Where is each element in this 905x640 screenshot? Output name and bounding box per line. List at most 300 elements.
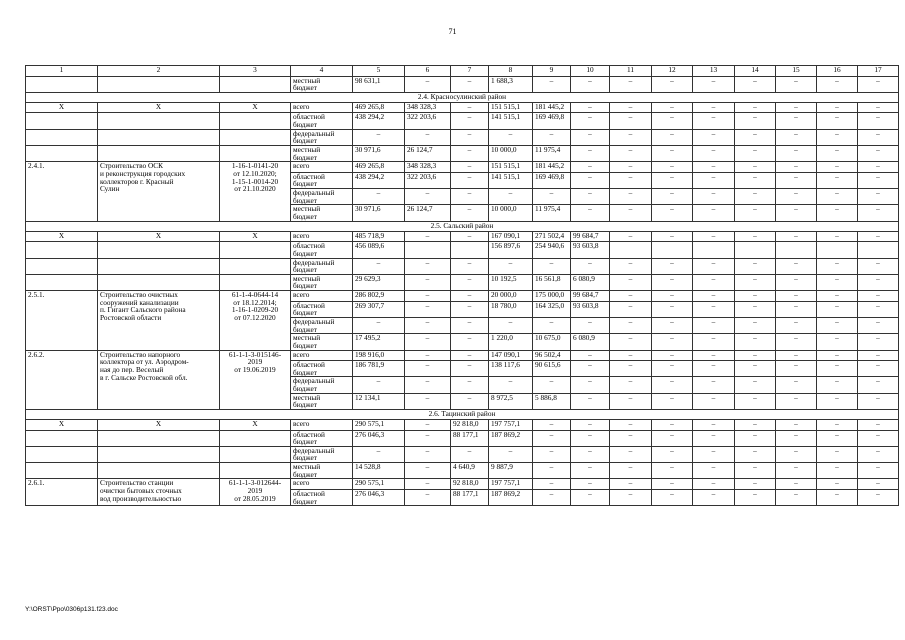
- value-cell: –: [858, 172, 899, 188]
- value-cell: –: [489, 446, 533, 462]
- value-cell: –: [405, 291, 451, 302]
- value-cell: –: [451, 377, 489, 393]
- value-cell: –: [858, 205, 899, 221]
- funding-source: всего: [291, 102, 353, 113]
- value-cell: [405, 242, 451, 258]
- value-cell: –: [652, 430, 693, 446]
- column-number: 4: [291, 66, 353, 77]
- value-cell: –: [735, 76, 776, 92]
- table-row: [26, 479, 899, 490]
- value-cell: –: [858, 76, 899, 92]
- value-cell: 469 265,8: [353, 162, 405, 173]
- value-cell: 197 757,1: [489, 479, 533, 490]
- value-cell: 88 177,1: [451, 489, 489, 505]
- value-cell: –: [652, 377, 693, 393]
- value-cell: 141 515,1: [489, 172, 533, 188]
- value-cell: –: [776, 420, 817, 431]
- item-number: [26, 242, 98, 258]
- funding-source: областной бюджет: [291, 361, 353, 377]
- value-cell: –: [817, 162, 858, 173]
- value-cell: 290 575,1: [353, 420, 405, 431]
- value-cell: –: [533, 317, 571, 333]
- item-name: [98, 463, 220, 479]
- funding-source: всего: [291, 291, 353, 302]
- value-cell: –: [571, 129, 610, 145]
- value-cell: [735, 242, 776, 258]
- value-cell: 12 134,1: [353, 393, 405, 409]
- value-cell: 276 046,3: [353, 489, 405, 505]
- value-cell: –: [776, 446, 817, 462]
- value-cell: –: [693, 258, 735, 274]
- value-cell: –: [610, 377, 652, 393]
- value-cell: –: [533, 479, 571, 490]
- funding-source: всего: [291, 350, 353, 361]
- value-cell: –: [533, 189, 571, 205]
- value-cell: –: [858, 129, 899, 145]
- value-cell: –: [405, 350, 451, 361]
- funding-source: областной бюджет: [291, 242, 353, 258]
- value-cell: –: [817, 172, 858, 188]
- column-number: 6: [405, 66, 451, 77]
- item-number: Х: [26, 102, 98, 113]
- value-cell: –: [817, 231, 858, 242]
- value-cell: –: [405, 446, 451, 462]
- value-cell: –: [451, 350, 489, 361]
- document-number: 61-1-4-0644-14 от 18.12.2014; 1-16-1-0209-20 от 07.12.2020: [220, 291, 291, 350]
- value-cell: –: [533, 430, 571, 446]
- value-cell: –: [610, 258, 652, 274]
- value-cell: –: [451, 102, 489, 113]
- value-cell: –: [652, 172, 693, 188]
- item-number: Х: [26, 231, 98, 242]
- value-cell: –: [451, 258, 489, 274]
- value-cell: 6 080,9: [571, 334, 610, 350]
- value-cell: 1 688,3: [489, 76, 533, 92]
- value-cell: 438 294,2: [353, 172, 405, 188]
- item-number: [26, 446, 98, 462]
- value-cell: –: [405, 231, 451, 242]
- funding-source: местный бюджет: [291, 145, 353, 161]
- value-cell: –: [735, 301, 776, 317]
- value-cell: –: [735, 172, 776, 188]
- value-cell: –: [571, 377, 610, 393]
- item-name: [98, 113, 220, 129]
- value-cell: –: [817, 205, 858, 221]
- value-cell: –: [693, 393, 735, 409]
- table-row: [26, 129, 899, 145]
- value-cell: –: [652, 205, 693, 221]
- document-number: Х: [220, 102, 291, 113]
- value-cell: –: [571, 102, 610, 113]
- value-cell: –: [610, 113, 652, 129]
- value-cell: –: [571, 162, 610, 173]
- value-cell: –: [693, 479, 735, 490]
- value-cell: –: [693, 113, 735, 129]
- value-cell: –: [652, 145, 693, 161]
- value-cell: 30 971,6: [353, 205, 405, 221]
- document-number: [220, 129, 291, 145]
- value-cell: –: [776, 463, 817, 479]
- value-cell: 181 445,2: [533, 162, 571, 173]
- value-cell: –: [405, 489, 451, 505]
- value-cell: –: [610, 317, 652, 333]
- document-number: [220, 446, 291, 462]
- table-row: [26, 242, 899, 258]
- item-number: 2.6.1.: [26, 479, 98, 506]
- value-cell: –: [817, 274, 858, 290]
- value-cell: –: [489, 258, 533, 274]
- table-row: [26, 162, 899, 173]
- value-cell: –: [858, 361, 899, 377]
- table-row: [26, 113, 899, 129]
- value-cell: –: [735, 446, 776, 462]
- value-cell: –: [652, 420, 693, 431]
- value-cell: 438 294,2: [353, 113, 405, 129]
- section-title-row: [26, 221, 899, 231]
- value-cell: –: [817, 479, 858, 490]
- funding-source: местный бюджет: [291, 463, 353, 479]
- item-number: [26, 129, 98, 145]
- value-cell: –: [858, 350, 899, 361]
- value-cell: 98 631,1: [353, 76, 405, 92]
- value-cell: [693, 242, 735, 258]
- value-cell: –: [858, 291, 899, 302]
- value-cell: –: [451, 301, 489, 317]
- section-title: 2.4. Красносулинский район: [26, 92, 899, 102]
- value-cell: 10 192,5: [489, 274, 533, 290]
- value-cell: –: [776, 231, 817, 242]
- item-name: [98, 145, 220, 161]
- value-cell: –: [405, 420, 451, 431]
- value-cell: –: [858, 301, 899, 317]
- value-cell: 5 886,8: [533, 393, 571, 409]
- table-row: [26, 274, 899, 290]
- item-name: Строительство напорного коллектора от ул. Аэродром- ная до пер. Веселый в г. Сальске Ростовской обл.: [98, 350, 220, 409]
- table-row: [26, 430, 899, 446]
- value-cell: –: [817, 317, 858, 333]
- value-cell: –: [817, 393, 858, 409]
- value-cell: 99 684,7: [571, 231, 610, 242]
- value-cell: –: [451, 189, 489, 205]
- value-cell: –: [693, 463, 735, 479]
- value-cell: 485 718,9: [353, 231, 405, 242]
- value-cell: –: [735, 479, 776, 490]
- funding-source: местный бюджет: [291, 274, 353, 290]
- value-cell: –: [571, 205, 610, 221]
- value-cell: –: [405, 430, 451, 446]
- value-cell: –: [405, 76, 451, 92]
- value-cell: –: [610, 231, 652, 242]
- value-cell: –: [776, 205, 817, 221]
- value-cell: –: [610, 145, 652, 161]
- value-cell: –: [353, 377, 405, 393]
- funding-source: федеральный бюджет: [291, 258, 353, 274]
- value-cell: –: [735, 420, 776, 431]
- value-cell: –: [533, 489, 571, 505]
- value-cell: –: [353, 129, 405, 145]
- value-cell: –: [817, 361, 858, 377]
- value-cell: –: [735, 291, 776, 302]
- value-cell: –: [693, 189, 735, 205]
- value-cell: –: [735, 258, 776, 274]
- value-cell: –: [533, 258, 571, 274]
- item-name: [98, 446, 220, 462]
- table-row: [26, 231, 899, 242]
- value-cell: 151 515,1: [489, 162, 533, 173]
- value-cell: –: [652, 393, 693, 409]
- value-cell: –: [610, 479, 652, 490]
- value-cell: –: [652, 189, 693, 205]
- value-cell: 169 469,8: [533, 172, 571, 188]
- value-cell: [451, 242, 489, 258]
- value-cell: –: [610, 420, 652, 431]
- value-cell: –: [405, 479, 451, 490]
- value-cell: –: [735, 274, 776, 290]
- funding-source: областной бюджет: [291, 430, 353, 446]
- column-number: 8: [489, 66, 533, 77]
- section-title: 2.5. Сальский район: [26, 221, 899, 231]
- funding-source: федеральный бюджет: [291, 446, 353, 462]
- value-cell: –: [735, 145, 776, 161]
- document-number: [220, 274, 291, 290]
- value-cell: –: [693, 102, 735, 113]
- item-name: Х: [98, 420, 220, 431]
- value-cell: 17 495,2: [353, 334, 405, 350]
- value-cell: 4 640,9: [451, 463, 489, 479]
- value-cell: –: [776, 377, 817, 393]
- value-cell: –: [610, 291, 652, 302]
- value-cell: 286 802,9: [353, 291, 405, 302]
- value-cell: 26 124,7: [405, 145, 451, 161]
- value-cell: –: [571, 479, 610, 490]
- value-cell: 197 757,1: [489, 420, 533, 431]
- value-cell: –: [610, 463, 652, 479]
- item-name: Строительство очистных сооружений канализации п. Гигант Сальского района Ростовской области: [98, 291, 220, 350]
- value-cell: –: [451, 446, 489, 462]
- value-cell: 456 089,6: [353, 242, 405, 258]
- value-cell: –: [451, 129, 489, 145]
- value-cell: –: [858, 479, 899, 490]
- value-cell: 156 897,6: [489, 242, 533, 258]
- funding-source: всего: [291, 231, 353, 242]
- value-cell: –: [776, 102, 817, 113]
- value-cell: –: [776, 189, 817, 205]
- value-cell: –: [652, 231, 693, 242]
- item-number: [26, 274, 98, 290]
- column-number: 2: [98, 66, 220, 77]
- item-number: 2.6.2.: [26, 350, 98, 409]
- column-number: 15: [776, 66, 817, 77]
- table-row: [26, 102, 899, 113]
- value-cell: –: [858, 420, 899, 431]
- value-cell: –: [735, 377, 776, 393]
- value-cell: –: [858, 377, 899, 393]
- value-cell: –: [693, 317, 735, 333]
- value-cell: –: [693, 129, 735, 145]
- document-number: [220, 145, 291, 161]
- value-cell: –: [776, 274, 817, 290]
- value-cell: –: [776, 334, 817, 350]
- value-cell: –: [693, 145, 735, 161]
- value-cell: –: [451, 393, 489, 409]
- value-cell: –: [776, 145, 817, 161]
- value-cell: –: [610, 446, 652, 462]
- item-name: [98, 430, 220, 446]
- item-number: [26, 145, 98, 161]
- value-cell: 9 887,9: [489, 463, 533, 479]
- value-cell: 167 090,1: [489, 231, 533, 242]
- document-number: [220, 430, 291, 446]
- value-cell: –: [693, 274, 735, 290]
- value-cell: –: [451, 162, 489, 173]
- value-cell: –: [776, 172, 817, 188]
- value-cell: –: [405, 377, 451, 393]
- value-cell: [652, 242, 693, 258]
- value-cell: –: [776, 301, 817, 317]
- value-cell: –: [353, 446, 405, 462]
- value-cell: –: [693, 334, 735, 350]
- value-cell: [817, 242, 858, 258]
- value-cell: –: [735, 430, 776, 446]
- value-cell: –: [533, 377, 571, 393]
- value-cell: –: [405, 463, 451, 479]
- value-cell: –: [652, 258, 693, 274]
- section-title-row: [26, 92, 899, 102]
- table-row: [26, 291, 899, 302]
- item-name: Х: [98, 102, 220, 113]
- value-cell: 348 328,3: [405, 102, 451, 113]
- value-cell: 141 515,1: [489, 113, 533, 129]
- value-cell: –: [571, 113, 610, 129]
- value-cell: –: [817, 350, 858, 361]
- value-cell: –: [652, 113, 693, 129]
- value-cell: 1 220,0: [489, 334, 533, 350]
- value-cell: –: [652, 489, 693, 505]
- value-cell: 151 515,1: [489, 102, 533, 113]
- value-cell: –: [571, 317, 610, 333]
- value-cell: –: [776, 317, 817, 333]
- value-cell: –: [735, 489, 776, 505]
- value-cell: –: [405, 361, 451, 377]
- value-cell: –: [451, 334, 489, 350]
- value-cell: –: [776, 430, 817, 446]
- value-cell: 30 971,6: [353, 145, 405, 161]
- value-cell: –: [652, 102, 693, 113]
- funding-source: федеральный бюджет: [291, 377, 353, 393]
- column-number: 12: [652, 66, 693, 77]
- value-cell: –: [735, 463, 776, 479]
- funding-source: всего: [291, 420, 353, 431]
- value-cell: –: [451, 317, 489, 333]
- value-cell: –: [571, 430, 610, 446]
- value-cell: –: [817, 113, 858, 129]
- column-number: 11: [610, 66, 652, 77]
- value-cell: –: [776, 162, 817, 173]
- value-cell: –: [533, 463, 571, 479]
- value-cell: –: [652, 76, 693, 92]
- value-cell: –: [735, 393, 776, 409]
- value-cell: –: [652, 361, 693, 377]
- value-cell: –: [817, 189, 858, 205]
- value-cell: 164 325,0: [533, 301, 571, 317]
- value-cell: –: [735, 334, 776, 350]
- funding-source: федеральный бюджет: [291, 189, 353, 205]
- item-name: [98, 76, 220, 92]
- value-cell: –: [652, 301, 693, 317]
- value-cell: –: [693, 301, 735, 317]
- value-cell: –: [571, 463, 610, 479]
- value-cell: –: [533, 446, 571, 462]
- value-cell: –: [571, 258, 610, 274]
- value-cell: –: [817, 334, 858, 350]
- value-cell: –: [451, 145, 489, 161]
- value-cell: –: [817, 102, 858, 113]
- item-name: Х: [98, 231, 220, 242]
- value-cell: 6 080,9: [571, 274, 610, 290]
- value-cell: 99 684,7: [571, 291, 610, 302]
- value-cell: –: [489, 317, 533, 333]
- column-number: 3: [220, 66, 291, 77]
- value-cell: 198 916,0: [353, 350, 405, 361]
- value-cell: –: [652, 291, 693, 302]
- header-row: [26, 66, 899, 77]
- value-cell: –: [858, 463, 899, 479]
- column-number: 13: [693, 66, 735, 77]
- value-cell: 93 603,8: [571, 301, 610, 317]
- value-cell: 469 265,8: [353, 102, 405, 113]
- value-cell: –: [405, 189, 451, 205]
- item-name: Строительство ОСК и реконструкция городских коллекторов г. Красный Сулин: [98, 162, 220, 221]
- value-cell: –: [693, 205, 735, 221]
- value-cell: –: [735, 231, 776, 242]
- item-number: [26, 258, 98, 274]
- value-cell: –: [858, 145, 899, 161]
- value-cell: –: [858, 393, 899, 409]
- value-cell: 90 615,6: [533, 361, 571, 377]
- value-cell: –: [652, 446, 693, 462]
- value-cell: –: [735, 189, 776, 205]
- table-row: [26, 145, 899, 161]
- document-number: Х: [220, 231, 291, 242]
- column-number: 5: [353, 66, 405, 77]
- value-cell: –: [858, 189, 899, 205]
- value-cell: –: [693, 350, 735, 361]
- value-cell: –: [489, 377, 533, 393]
- value-cell: –: [571, 393, 610, 409]
- value-cell: 322 203,6: [405, 113, 451, 129]
- value-cell: –: [776, 258, 817, 274]
- value-cell: –: [817, 430, 858, 446]
- value-cell: –: [735, 162, 776, 173]
- value-cell: 187 869,2: [489, 430, 533, 446]
- value-cell: –: [533, 420, 571, 431]
- value-cell: –: [693, 172, 735, 188]
- value-cell: –: [858, 446, 899, 462]
- document-number: [220, 76, 291, 92]
- value-cell: –: [451, 76, 489, 92]
- value-cell: 169 469,8: [533, 113, 571, 129]
- value-cell: –: [571, 172, 610, 188]
- value-cell: 14 528,8: [353, 463, 405, 479]
- table-row: [26, 258, 899, 274]
- value-cell: –: [693, 420, 735, 431]
- value-cell: –: [610, 393, 652, 409]
- value-cell: 11 975,4: [533, 145, 571, 161]
- table-row: [26, 76, 899, 92]
- value-cell: 254 940,6: [533, 242, 571, 258]
- value-cell: –: [817, 489, 858, 505]
- value-cell: 96 502,4: [533, 350, 571, 361]
